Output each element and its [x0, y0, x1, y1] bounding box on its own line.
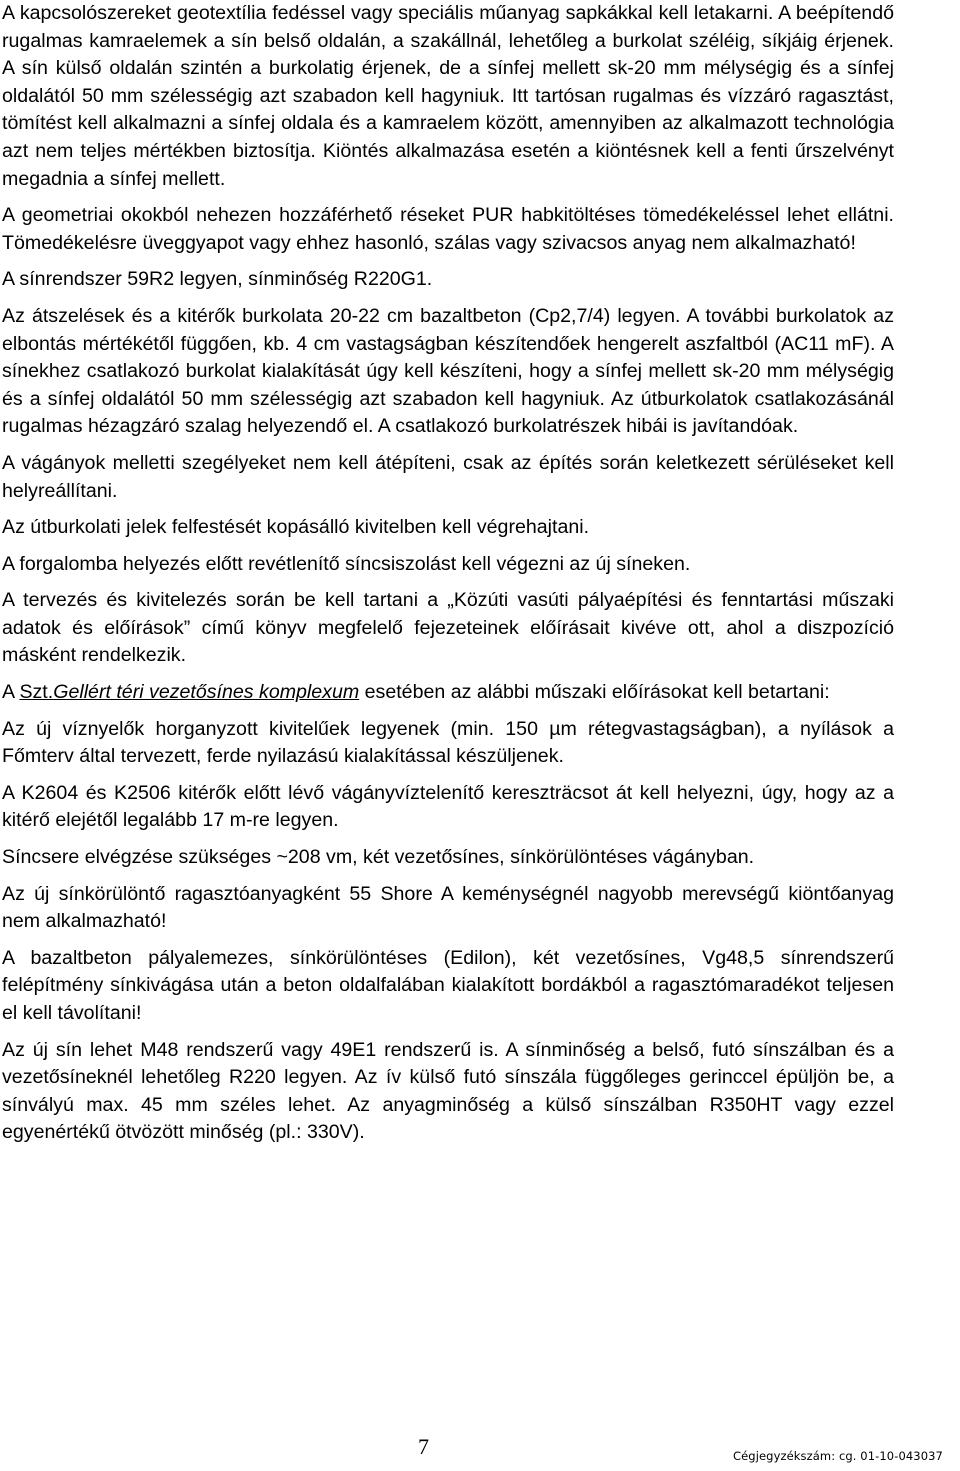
paragraph-rail-system: A sínrendszer 59R2 legyen, sínminőség R220G1.	[2, 268, 433, 291]
paragraph-gellert-intro	[2, 679, 894, 707]
paragraph-pur-foam: A geometriai okokból nehezen hozzáférhető réseket PUR habkitöltéses tömedékeléssel lehet ellátni. Tömedékelésre üveggyapot vagy ehhez hasonló, szálas vagy szivacsos anyag nem alkalmazható!	[2, 204, 894, 254]
gellert-prefix: A	[2, 681, 20, 704]
paragraph-switch-covering: A kapcsolószereket geotextília fedéssel vagy speciális műanyag sapkákkal kell letakarni. A beépítendő rugalmas kamraelemek a sín belső oldalán, a szakállnál, lehetőleg a burkolat széléig, síkjáig érjenek. A sín külső oldalán szintén a burkolatig érjenek, de a sínfej mellett sk-20 mm mélységig és a sínfej oldalától 50 mm szélességig azt szabadon kell hagyniuk. Itt tartósan rugalmas és vízzáró ragasztást, tömítést kell alkalmazni a sínfej oldala és a kamraelem között, amennyiben az alkalmazott technológia azt nem teljes mértékben biztosítja. Kiöntés alkalmazása esetén a kiöntésnek kell a fenti űrszelvényt megadnia a sínfej mellett.	[2, 2, 894, 190]
paragraph-road-markings: Az útburkolati jelek felfestését kopásálló kivitelben kell végrehajtani.	[2, 516, 590, 539]
paragraph-drain-grate: A K2604 és K2506 kitérők előtt lévő vágányvíztelenítő kereszträcsot át kell helyezni, úgy, hogy az a kitérő elejétől legalább 17 m-re legyen.	[2, 781, 894, 832]
paragraph-drain-inlets: Az új víznyelők horganyzott kivitelűek legyenek (min. 150 µm rétegvastagságban), a nyílások a Főmterv által tervezett, ferde nyilazású kialakítással készüljenek.	[2, 717, 894, 768]
paragraph-curbs: A vágányok melletti szegélyeket nem kell átépíteni, csak az építés során keletkezett sérüléseket kell helyreállítani.	[2, 451, 894, 502]
paragraph-adhesive: Az új sínkörülöntő ragasztóanyagként 55 Shore A keménységnél nagyobb merevségű kiöntőanyag nem alkalmazható!	[2, 882, 894, 933]
paragraph-basalt-concrete: A bazaltbeton pályalemezes, sínkörülöntéses (Edilon), két vezetősínes, Vg48,5 sínrendszerű felépítmény sínkivágása után a beton oldalfalában kialakított bordákból a ragasztómaradékot teljesen el kell távolítani!	[2, 946, 894, 1024]
szt-label: Szt.	[19, 681, 54, 704]
paragraph-rail-grinding: A forgalomba helyezés előtt revétlenítő síncsiszolást kell végezni az új síneken.	[2, 552, 691, 575]
paragraph-regulations: A tervezés és kivitelezés során be kell tartani a „Közúti vasúti pályaépítési és fenntartási műszaki adatok és előírások” című könyv megfelelő fejezeteinek előírásait kivéve ott, ahol a diszpozíció másként rendelkezik.	[2, 589, 894, 667]
company-registration-number: Cégjegyzékszám: cg. 01-10-043037	[733, 1449, 943, 1463]
paragraph-rail-replacement: Síncsere elvégzése szükséges ~208 vm, két vezetősínes, sínkörülöntéses vágányban.	[2, 846, 755, 869]
page-number: 7	[418, 1434, 429, 1459]
document-body	[2, 0, 894, 1147]
gellert-suffix: esetében az alábbi műszaki előírásokat kell betartani:	[359, 681, 830, 704]
gellert-complex-name: Gellért téri vezetősínes komplexum	[53, 681, 360, 704]
paragraph-new-rail: Az új sín lehet M48 rendszerű vagy 49E1 rendszerű is. A sínminőség a belső, futó sínszálban és a vezetősíneknél lehetőleg R220 legyen. Az ív külső futó sínszála függőleges gerinccel épüljön be, a sínvályú max. 45 mm széles lehet. Az anyagminőség a külső sínszálban R350HT vagy ezzel egyenértékű ötvözött minőség (pl.: 330V).	[2, 1038, 894, 1144]
paragraph-crossing-pavement: Az átszelések és a kitérők burkolata 20-22 cm bazaltbeton (Cp2,7/4) legyen. A további burkolatok az elbontás mértékétől függően, kb. 4 cm vastagságban készítendőek hengerelt aszfaltból (AC11 mF). A sínekhez csatlakozó burkolat kialakítását úgy kell készíteni, hogy a sínfej mellett sk-20 mm mélységig és a sínfej oldalától 50 mm szélességig azt szabadon kell hagyniuk. Az útburkolatok csatlakozásánál rugalmas hézagzáró szalag helyezendő el. A csatlakozó burkolatrészek hibái is javítandóak.	[2, 304, 894, 438]
